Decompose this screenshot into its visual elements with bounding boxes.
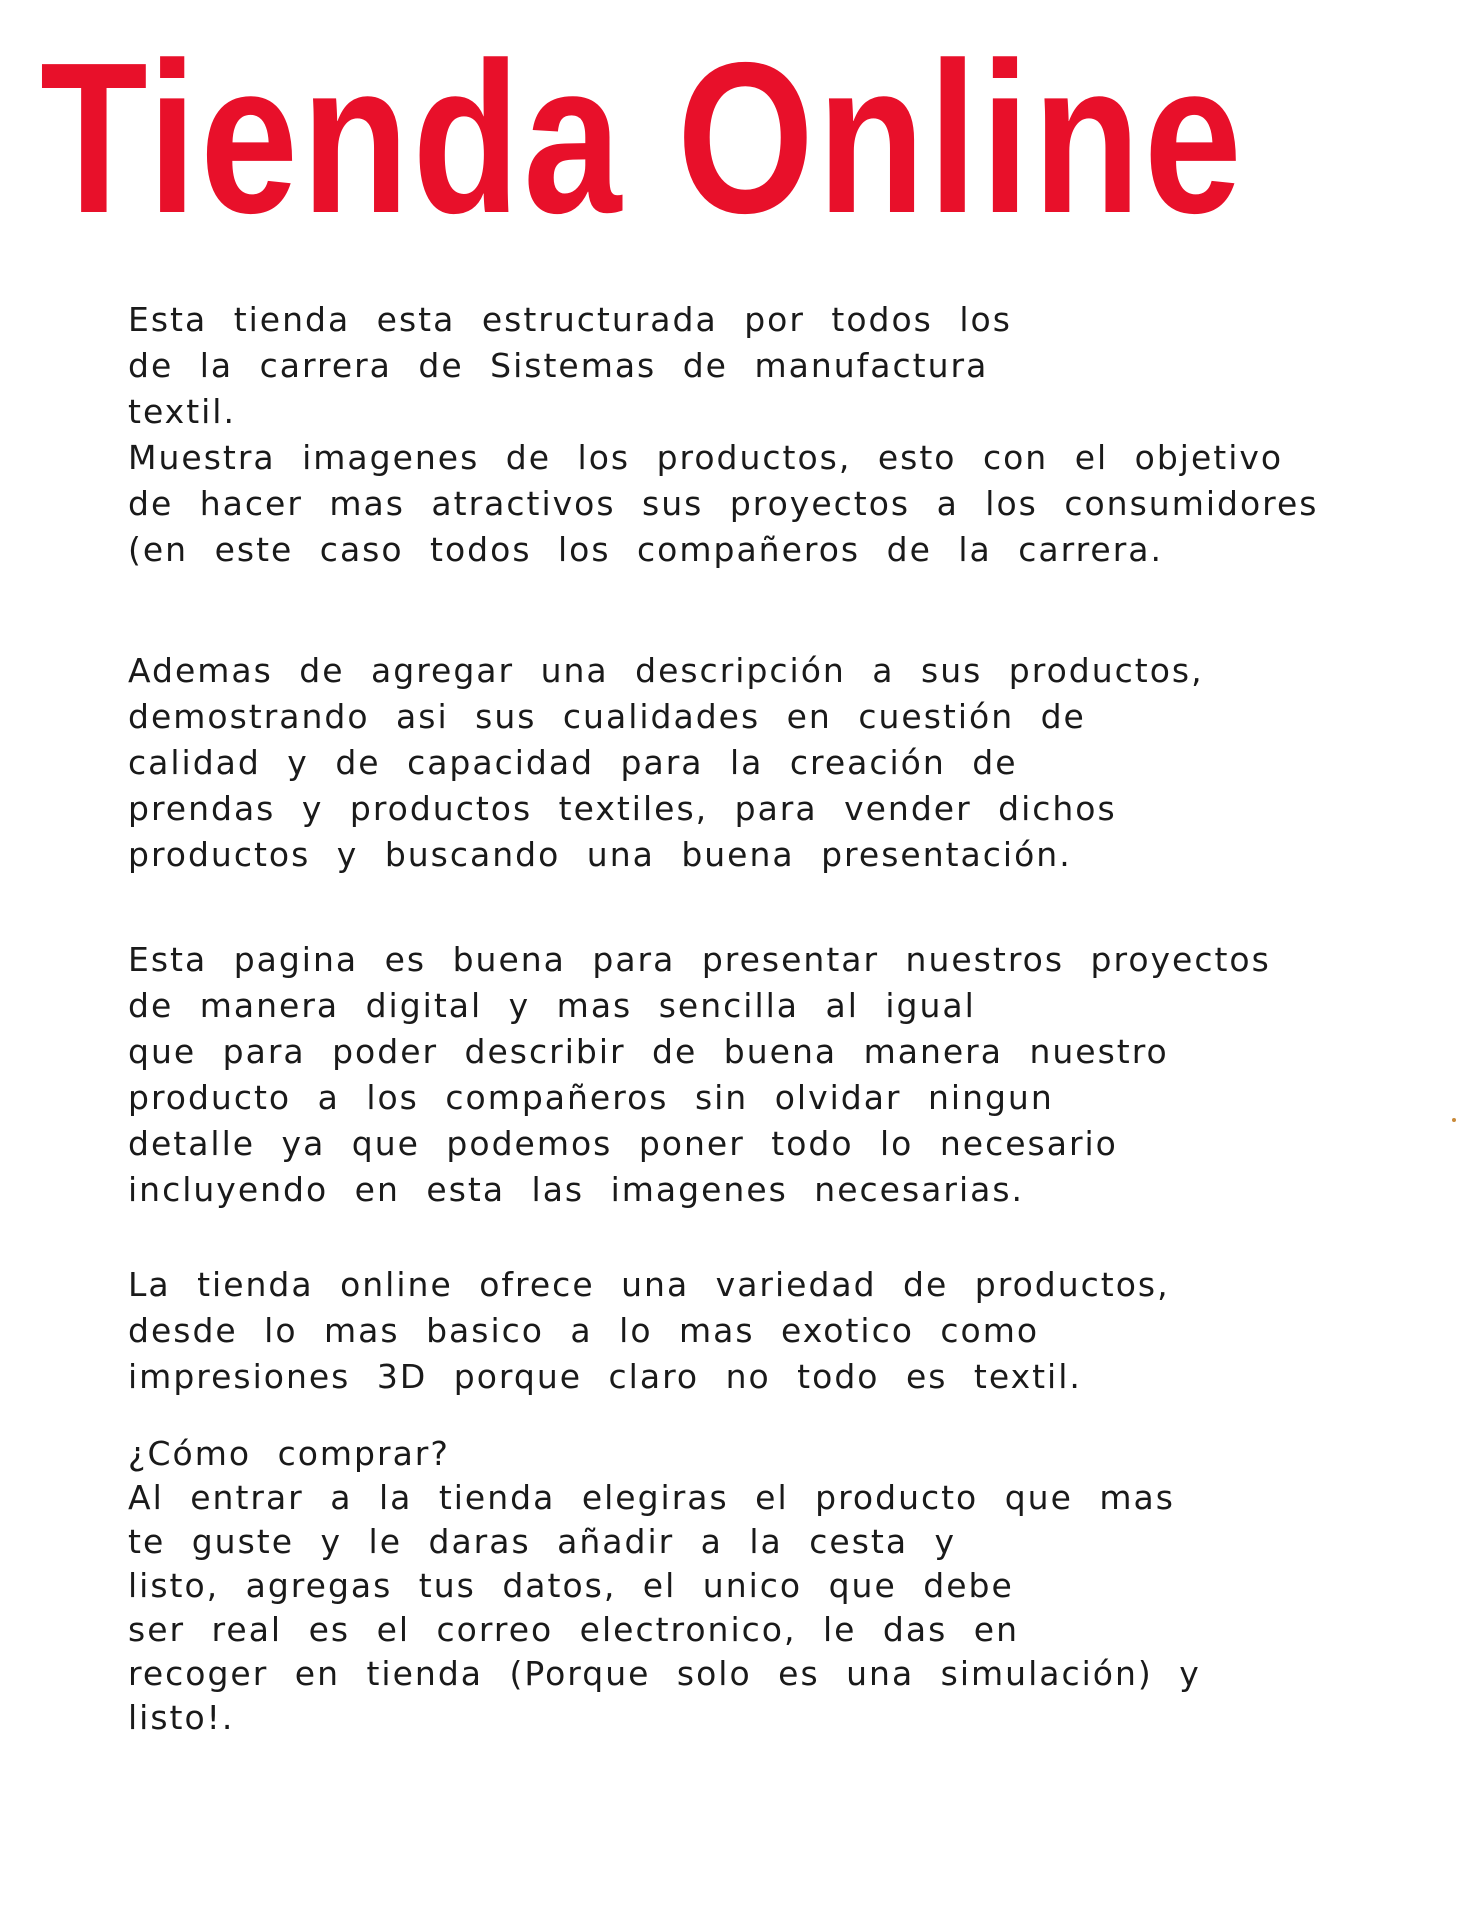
text-line: Muestra imagenes de los productos, esto con el objetivo xyxy=(128,438,1284,477)
text-line: que para poder describir de buena manera nuestro xyxy=(128,1032,1169,1071)
text-line: ser real es el correo electronico, le das en xyxy=(128,1610,1019,1649)
text-line: calidad y de capacidad para la creación de xyxy=(128,743,1018,782)
text-line: listo, agregas tus datos, el unico que debe xyxy=(128,1566,1014,1605)
text-line: Al entrar a la tienda elegiras el producto que mas xyxy=(128,1478,1175,1517)
text-line: listo!. xyxy=(128,1698,235,1737)
text-line: (en este caso todos los compañeros de la carrera. xyxy=(128,530,1164,569)
paragraph-page-benefits xyxy=(128,937,1368,1213)
text-line: te guste y le daras añadir a la cesta y xyxy=(128,1522,957,1561)
text-line: Esta tienda esta estructurada por todos los xyxy=(128,300,1012,339)
paragraph-product-variety xyxy=(128,1262,1368,1400)
text-line: de hacer mas atractivos sus proyectos a los consumidores xyxy=(128,484,1319,523)
text-line: detalle ya que podemos poner todo lo necesario xyxy=(128,1124,1118,1163)
paragraph-descriptions xyxy=(128,648,1368,878)
paper-speck xyxy=(1452,1118,1456,1122)
text-line: recoger en tienda (Porque solo es una simulación) y xyxy=(128,1654,1201,1693)
text-line: demostrando asi sus cualidades en cuestión de xyxy=(128,697,1086,736)
text-line: productos y buscando una buena presentación. xyxy=(128,835,1072,874)
paragraph-how-to-buy xyxy=(128,1432,1368,1740)
text-line: La tienda online ofrece una variedad de productos, xyxy=(128,1265,1170,1304)
page-title: Tienda Online xyxy=(40,17,1246,258)
text-line: impresiones 3D porque claro no todo es textil. xyxy=(128,1357,1082,1396)
text-line: incluyendo en esta las imagenes necesarias. xyxy=(128,1170,1025,1209)
text-line: de la carrera de Sistemas de manufactura xyxy=(128,346,989,385)
paragraph-intro xyxy=(128,297,1368,573)
text-line: textil. xyxy=(128,392,236,431)
section-heading: ¿Cómo comprar? xyxy=(128,1434,450,1473)
text-line: producto a los compañeros sin olvidar ningun xyxy=(128,1078,1054,1117)
text-line: de manera digital y mas sencilla al igual xyxy=(128,986,976,1025)
text-line: Ademas de agregar una descripción a sus productos, xyxy=(128,651,1204,690)
text-line: desde lo mas basico a lo mas exotico como xyxy=(128,1311,1040,1350)
text-line: Esta pagina es buena para presentar nuestros proyectos xyxy=(128,940,1271,979)
text-line: prendas y productos textiles, para vender dichos xyxy=(128,789,1117,828)
